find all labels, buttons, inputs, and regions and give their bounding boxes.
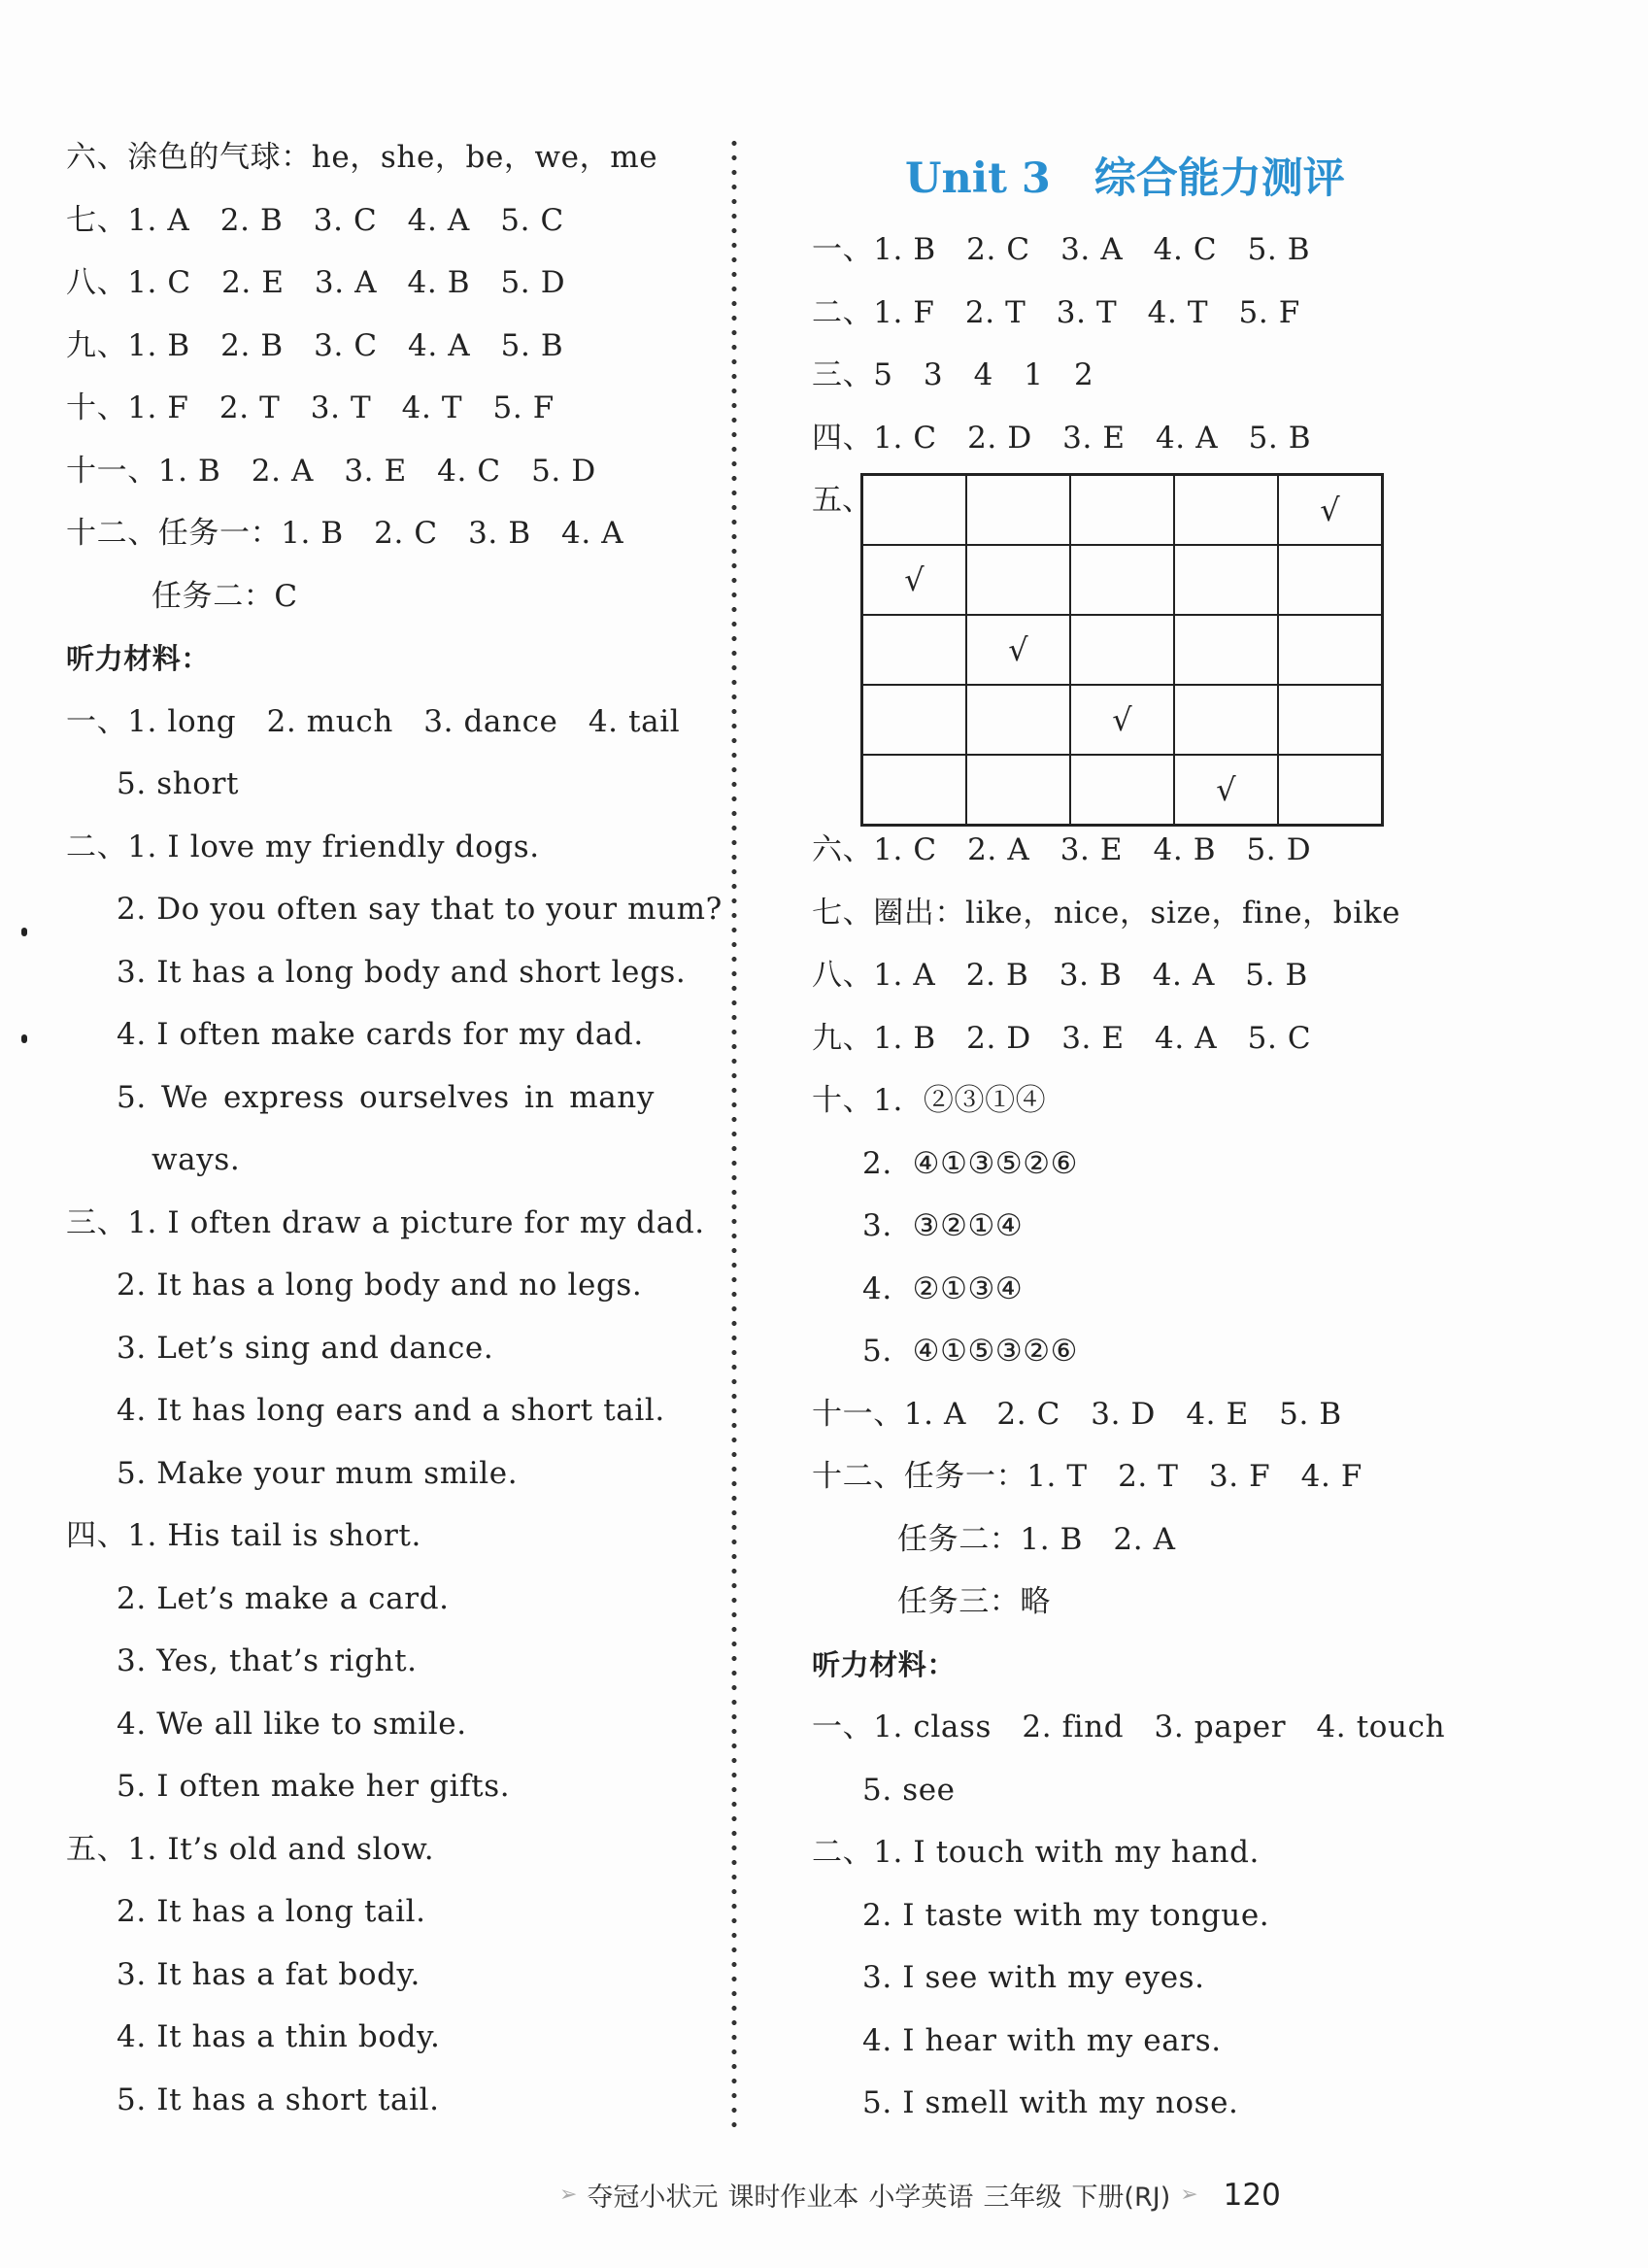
grid-cell [1070, 545, 1174, 615]
script-line: 4. We all like to smile. [117, 1706, 467, 1742]
grid-cell [966, 755, 1070, 826]
answer-line: 七、圈出：like，nice，size，fine，bike [812, 895, 1401, 931]
script-line: 一、1. long 2. much 3. dance 4. tail [66, 703, 681, 739]
answer-line: 十二、任务一：1. T 2. T 3. F 4. F [812, 1459, 1362, 1494]
grid-cell [1070, 475, 1174, 546]
margin-mark [21, 1034, 27, 1043]
script-line: 3. Let’s sing and dance. [117, 1330, 494, 1366]
grid-cell [966, 615, 1070, 685]
grid-cell [1278, 475, 1383, 546]
grid-cell [1278, 755, 1383, 826]
answer-line: 二、1. F 2. T 3. T 4. T 5. F [812, 294, 1300, 330]
tick-grid-section [812, 469, 1511, 819]
answer-line: 三、5 3 4 1 2 [812, 357, 1094, 392]
script-line: 4. It has long ears and a short tail. [117, 1393, 665, 1428]
script-line: 一、1. class 2. find 3. paper 4. touch [812, 1709, 1446, 1744]
answer-line: 十、1. F 2. T 3. T 4. T 5. F [66, 390, 555, 425]
grid-cell [1070, 755, 1174, 826]
script-line: 3. Yes, that’s right. [117, 1643, 418, 1678]
script-line: 5. Make your mum smile. [117, 1455, 519, 1491]
word: We [160, 1079, 209, 1115]
script-line: 五、1. It’s old and slow. [66, 1831, 435, 1867]
grid-cell [966, 685, 1070, 755]
footer-book: 课时作业本 [727, 2183, 859, 2213]
page-footer [559, 2176, 1281, 2214]
answer-line: 九、1. B 2. B 3. C 4. A 5. B [66, 327, 564, 363]
grid-cell [966, 475, 1070, 546]
answer-line: 八、1. C 2. E 3. A 4. B 5. D [66, 265, 566, 300]
grid-cell [1174, 615, 1278, 685]
grid-cell [1174, 545, 1278, 615]
script-line: 四、1. His tail is short. [66, 1518, 421, 1553]
check-mark: √ [1008, 631, 1028, 668]
check-mark: √ [1216, 771, 1236, 808]
script-line: 4. I hear with my ears. [862, 2022, 1222, 2058]
grid-row [862, 545, 1383, 615]
script-line: 二、1. I love my friendly dogs. [66, 829, 540, 864]
script-line: 3. It has a fat body. [117, 1956, 421, 1992]
word: 5. [117, 1079, 147, 1115]
script-line: 3. It has a long body and short legs. [117, 954, 687, 990]
grid-row [862, 475, 1383, 546]
answer-line: 任务二：1. B 2. A [897, 1521, 1176, 1557]
check-mark: √ [1112, 701, 1132, 738]
grid-cell [1174, 475, 1278, 546]
grid-cell [1070, 615, 1174, 685]
grid-cell [1278, 615, 1383, 685]
grid-cell [1278, 545, 1383, 615]
script-line: 5. It has a short tail. [117, 2082, 440, 2117]
script-line: 2. It has a long tail. [117, 1894, 426, 1929]
grid-cell [862, 615, 967, 685]
right-column [812, 219, 1511, 2135]
answer-line: 一、1. B 2. C 3. A 4. C 5. B [812, 232, 1311, 267]
footer-grade: 三年级 [983, 2183, 1062, 2213]
grid-cell [862, 685, 967, 755]
answer-line: 八、1. A 2. B 3. B 4. A 5. B [812, 958, 1308, 993]
margin-mark [21, 928, 27, 936]
check-mark: √ [904, 561, 925, 598]
grid-row [862, 755, 1383, 826]
grid-cell [1278, 685, 1383, 755]
dotted-divider [730, 136, 738, 2127]
unit-title: Unit 3 综合能力测评 [905, 154, 1345, 203]
answer-line: 十、1. ②③①④ [812, 1083, 1047, 1118]
answer-line: 4. ②①③④ [862, 1270, 1024, 1306]
script-line: 三、1. I often draw a picture for my dad. [66, 1204, 705, 1240]
word: express [222, 1079, 345, 1115]
arrow-icon: ➢ [559, 2183, 578, 2207]
grid-cell [966, 545, 1070, 615]
left-column [66, 126, 723, 2131]
answer-line: 六、涂色的气球：he，she，be，we，me [66, 140, 658, 175]
answer-line: 任务二：C [151, 578, 298, 614]
answer-line: 七、1. A 2. B 3. C 4. A 5. C [66, 202, 564, 238]
grid-cell [862, 755, 967, 826]
answer-line: 十一、1. B 2. A 3. E 4. C 5. D [66, 453, 596, 489]
listening-label: 听力材料： [66, 642, 211, 675]
tick-grid [860, 473, 1384, 827]
footer-volume: 下册(RJ) [1071, 2183, 1171, 2213]
answer-line: 九、1. B 2. D 3. E 4. A 5. C [812, 1020, 1312, 1056]
answer-line: 六、1. C 2. A 3. E 4. B 5. D [812, 832, 1312, 867]
script-line: 二、1. I touch with my hand. [812, 1835, 1260, 1870]
script-line: 2. Let’s make a card. [117, 1580, 450, 1616]
answer-line: 2. ④①③⑤②⑥ [862, 1145, 1079, 1181]
footer-subject: 小学英语 [868, 2183, 974, 2213]
grid-cell [862, 545, 967, 615]
script-line-justified [66, 1066, 655, 1130]
script-line: 5. I smell with my nose. [862, 2085, 1239, 2120]
script-line: 4. I often make cards for my dad. [117, 1017, 644, 1052]
script-line: ways. [151, 1142, 241, 1177]
arrow-icon: ➢ [1180, 2183, 1198, 2207]
check-mark: √ [1320, 491, 1340, 528]
script-line: 2. I taste with my tongue. [862, 1897, 1270, 1933]
script-line: 5. I often make her gifts. [117, 1769, 511, 1804]
answer-line: 5. ④①⑤③②⑥ [862, 1334, 1079, 1369]
grid-cell [1070, 685, 1174, 755]
grid-label: 五、 [812, 483, 872, 518]
script-line: 5. see [862, 1772, 956, 1808]
answer-line: 3. ③②①④ [862, 1208, 1024, 1243]
word: many [569, 1079, 655, 1115]
word: in [523, 1079, 555, 1115]
answer-line: 任务三：略 [897, 1584, 1051, 1619]
grid-cell [1174, 685, 1278, 755]
listening-label: 听力材料： [812, 1647, 957, 1681]
script-line: 5. short [117, 766, 240, 801]
script-line: 3. I see with my eyes. [862, 1960, 1205, 1995]
grid-cell [1174, 755, 1278, 826]
word: ourselves [359, 1079, 510, 1115]
answer-line: 十二、任务一：1. B 2. C 3. B 4. A [66, 516, 624, 551]
grid-cell [862, 475, 967, 546]
answer-line: 十一、1. A 2. C 3. D 4. E 5. B [812, 1396, 1342, 1432]
page-number: 120 [1223, 2177, 1281, 2213]
answer-line: 四、1. C 2. D 3. E 4. A 5. B [812, 420, 1312, 456]
grid-row [862, 615, 1383, 685]
script-line: 4. It has a thin body. [117, 2019, 441, 2054]
footer-brand: 夺冠小状元 [587, 2183, 719, 2213]
script-line: 2. It has a long body and no legs. [117, 1268, 643, 1303]
grid-row [862, 685, 1383, 755]
script-line: 2. Do you often say that to your mum? [117, 892, 723, 927]
